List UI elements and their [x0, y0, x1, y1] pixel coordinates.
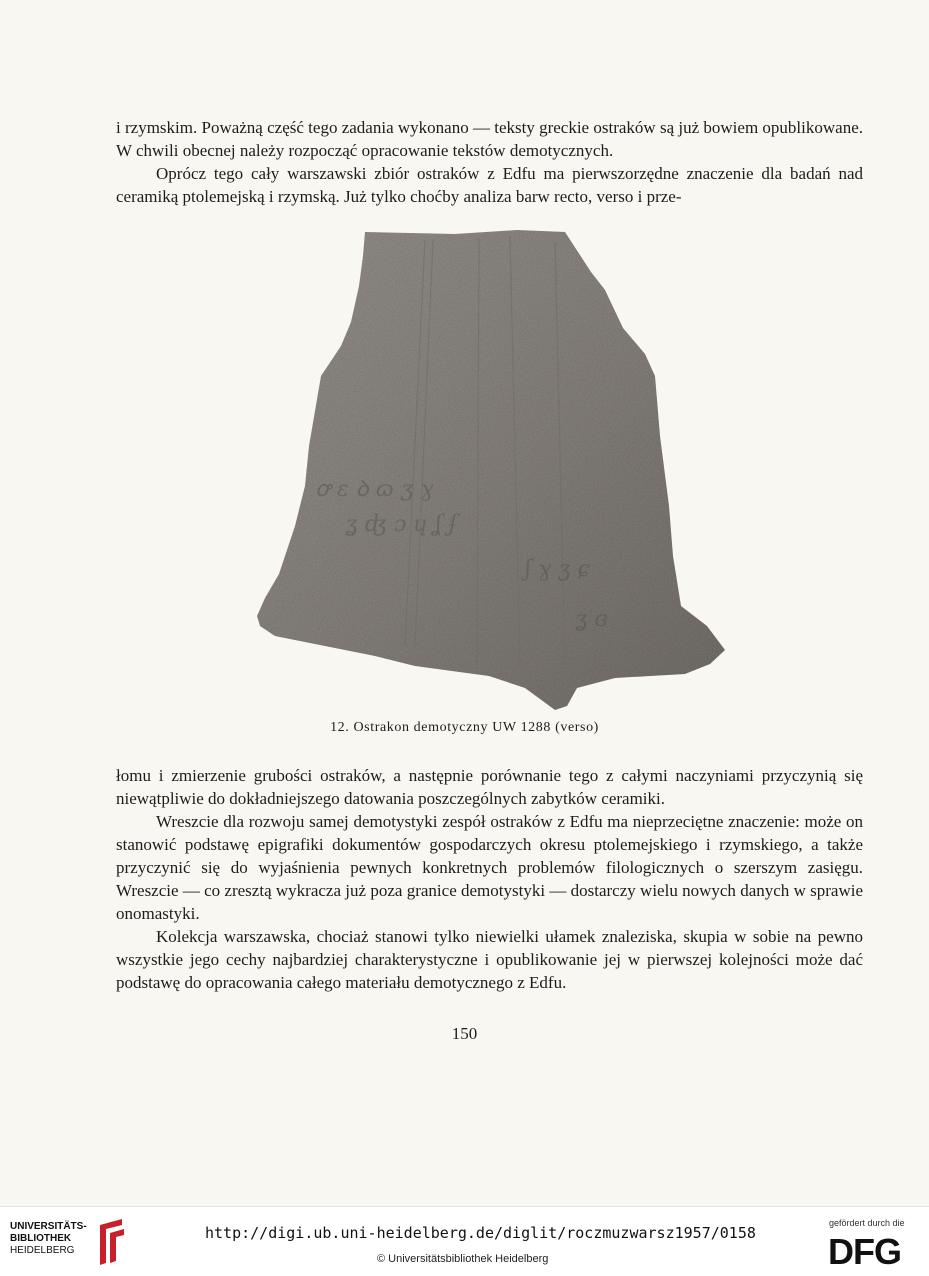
paragraph: Wreszcie dla rozwoju samej demotystyki zespół ostraków z Edfu ma nieprzeciętne znaczenie: może on stanowić podstawę epigrafiki dokumentów gospodarczych okresu ptolemejskiego i rzymskiego, a także przyczynić się do wyjaśnienia pewnych konkretnych problemów filologicznych o szerszym zasięgu. Wreszcie — co zresztą wykracza już poza granice demotystyki — dostarczy wielu nowych danych w sprawie onomastyki. — [116, 812, 863, 923]
dfg-logo-text: DFG — [828, 1231, 901, 1269]
page-number: 150 — [451, 1024, 478, 1043]
paragraph: Kolekcja warszawska, chociaż stanowi tylko niewielki ułamek znaleziska, skupia w sobie na pewno wszystkie jego cechy najbardziej charakterystyczne i opublikowanie jej w pierwszej kolejności może dać podstawę do opracowania całego materiału demotycznego z Edfu. — [116, 927, 863, 992]
paragraph: Oprócz tego cały warszawski zbiór ostraków z Edfu ma pierwszorzędne znaczenie dla badań nad ceramiką ptolemejską i rzymską. Już tylko choćby analiza barw recto, verso i prze- — [116, 164, 863, 206]
copyright-notice: © Universitätsbibliothek Heidelberg — [377, 1253, 549, 1265]
library-line: BIBLIOTHEK — [10, 1233, 72, 1244]
footer-bar — [0, 1206, 929, 1276]
figure-caption: 12. Ostrakon demotyczny UW 1288 (verso) — [330, 720, 599, 735]
dfg-logo-icon — [826, 1231, 916, 1269]
library-line: HEIDELBERG — [10, 1245, 75, 1256]
permalink-url[interactable]: http://digi.ub.uni-heidelberg.de/diglit/roczmuzwarsz1957/0158 — [205, 1224, 756, 1242]
demotic-ink-trace: ʃ ɣ ʒ ɕ — [525, 557, 590, 582]
paragraph: łomu i zmierzenie grubości ostraków, a następnie porównanie tego z całymi naczyniami przyczynią się niewątpliwie do dokładniejszego datowania poszczególnych zabytków ceramiki. — [116, 766, 863, 808]
paragraph: i rzymskim. Poważną część tego zadania wykonano — teksty greckie ostraków są już bowiem opublikowane. W chwili obecnej należy rozpocząć opracowanie tekstów demotycznych. — [116, 118, 863, 160]
demotic-ink-trace: ʓ ɞ — [575, 607, 608, 632]
library-name — [10, 1221, 87, 1257]
demotic-ink-trace: ʓ ʤ ɔ ɥ ʆ ʄ — [345, 512, 457, 537]
funder-tagline: gefördert durch die — [829, 1218, 905, 1228]
ostracon-shape — [257, 230, 725, 710]
library-line: UNIVERSITÄTS- — [10, 1221, 87, 1232]
demotic-ink-trace: ꝍ ɛ ꝺ ɷ ʒ ɣ — [315, 477, 434, 502]
ostracon-photo — [255, 226, 725, 710]
library-logo-icon — [94, 1217, 128, 1267]
